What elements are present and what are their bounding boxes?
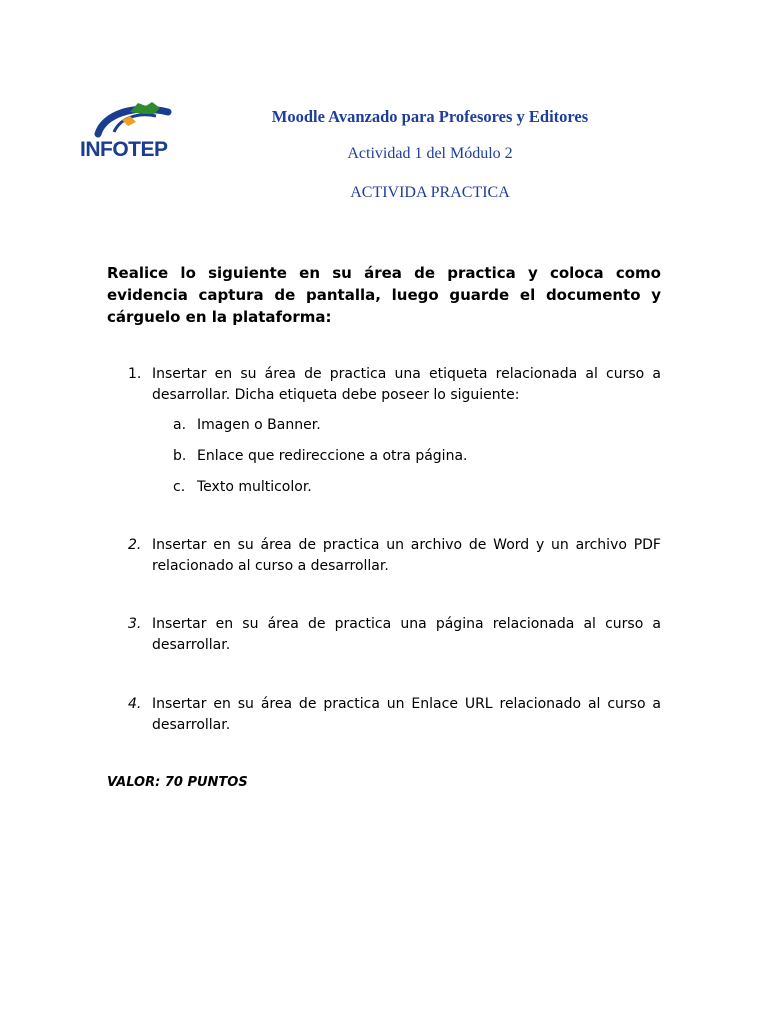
subitem-text: Imagen o Banner. xyxy=(197,417,321,433)
task-text: Insertar en su área de practica un archivo de Word y un archivo PDF relacionado al curso a desarrollar. xyxy=(152,537,661,574)
task-number: 1. xyxy=(128,366,142,382)
subitem-letter: b. xyxy=(173,448,187,464)
task-item-4 xyxy=(128,694,661,736)
subitem-text: Texto multicolor. xyxy=(197,479,312,495)
task-number: 3. xyxy=(128,616,142,632)
subitem-letter: a. xyxy=(173,417,187,433)
task-number: 2. xyxy=(128,537,142,553)
subitem-c xyxy=(173,477,312,497)
subitem-text: Enlace que redireccione a otra página. xyxy=(197,448,468,464)
task-item-3 xyxy=(128,614,661,656)
subitem-b xyxy=(173,446,467,466)
task-text: Insertar en su área de practica una etiqueta relacionada al curso a desarrollar. Dicha etiqueta debe poseer lo siguiente: xyxy=(152,366,661,403)
intro-paragraph: Realice lo siguiente en su área de practica y coloca como evidencia captura de pantalla, luego guarde el documento y cárguelo en la plataforma: xyxy=(107,264,661,326)
task-text: Insertar en su área de practica una página relacionada al curso a desarrollar. xyxy=(152,616,661,653)
course-title: Moodle Avanzado para Profesores y Editores xyxy=(271,107,589,126)
subitem-a xyxy=(173,415,321,435)
infotep-logo xyxy=(80,98,188,168)
subitem-letter: c. xyxy=(173,479,186,495)
activity-title: Actividad 1 del Módulo 2 xyxy=(347,145,513,162)
value-points: VALOR: 70 PUNTOS xyxy=(107,775,248,790)
practice-title: ACTIVIDA PRACTICA xyxy=(350,184,510,201)
task-text: Insertar en su área de practica un Enlace URL relacionado al curso a desarrollar. xyxy=(152,696,661,733)
task-item-1 xyxy=(128,364,661,406)
task-item-2 xyxy=(128,535,661,577)
logo-text: INFOTEP xyxy=(80,138,168,161)
logo-emblem-icon xyxy=(94,98,174,140)
task-number: 4. xyxy=(128,696,142,712)
